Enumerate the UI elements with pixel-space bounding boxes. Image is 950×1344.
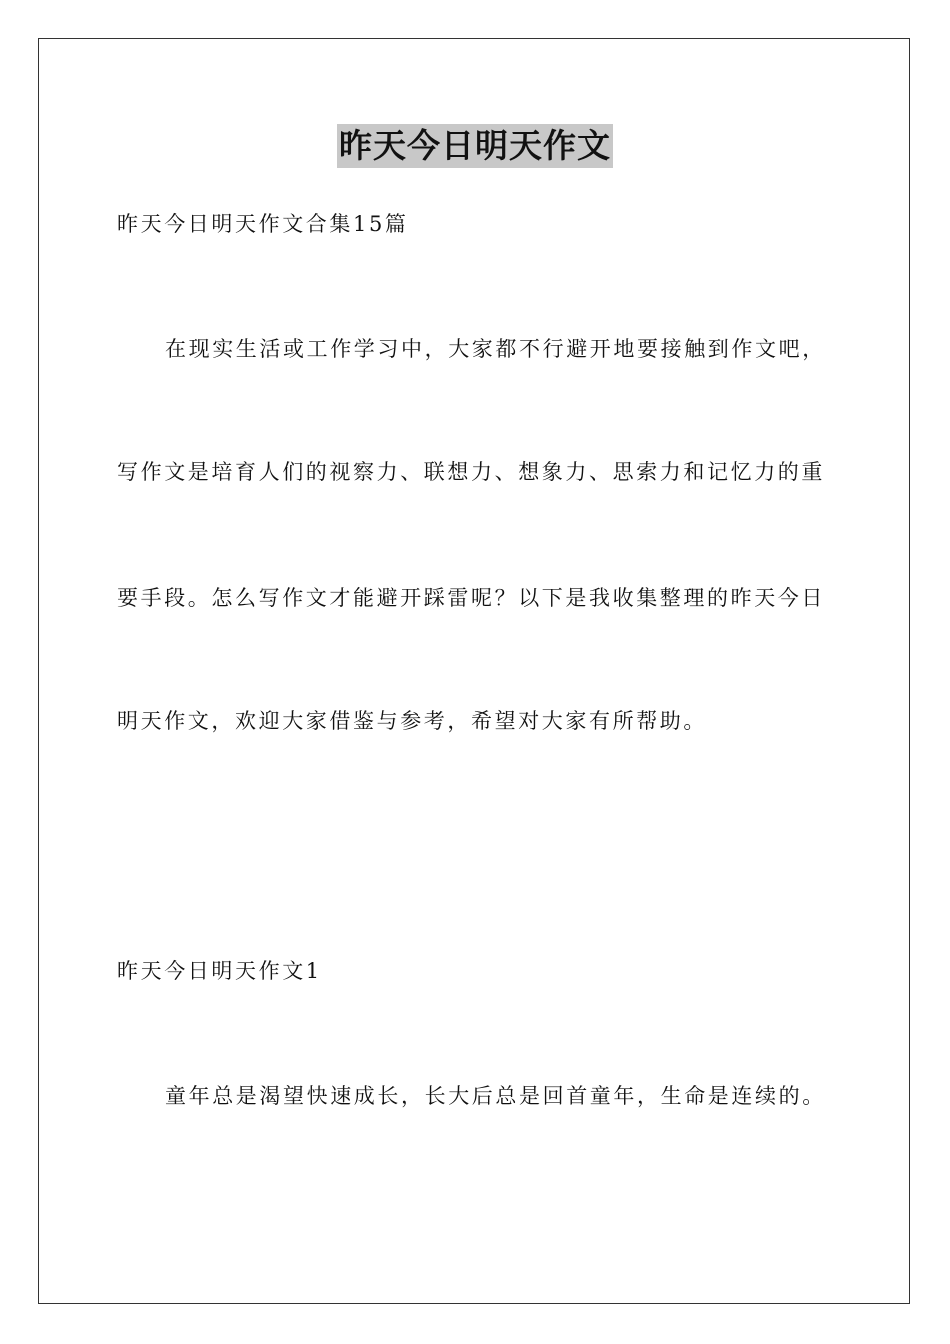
intro-line-3: 要手段。怎么写作文才能避开踩雷呢？以下是我收集整理的昨天今日: [117, 586, 825, 610]
intro-line-1: 在现实生活或工作学习中，大家都不行避开地要接触到作文吧，: [165, 337, 826, 361]
section-paragraph-line: 童年总是渴望快速成长，长大后总是回首童年，生命是连续的。: [165, 1084, 826, 1108]
intro-line-2: 写作文是培育人们的视察力、联想力、想象力、思索力和记忆力的重: [117, 460, 825, 484]
intro-line-4: 明天作文，欢迎大家借鉴与参考，希望对大家有所帮助。: [117, 709, 707, 733]
section-heading: 昨天今日明天作文1: [117, 959, 322, 983]
title-container: [0, 124, 950, 168]
document-subtitle: 昨天今日明天作文合集15篇: [117, 212, 409, 236]
document-title: 昨天今日明天作文: [337, 124, 613, 168]
